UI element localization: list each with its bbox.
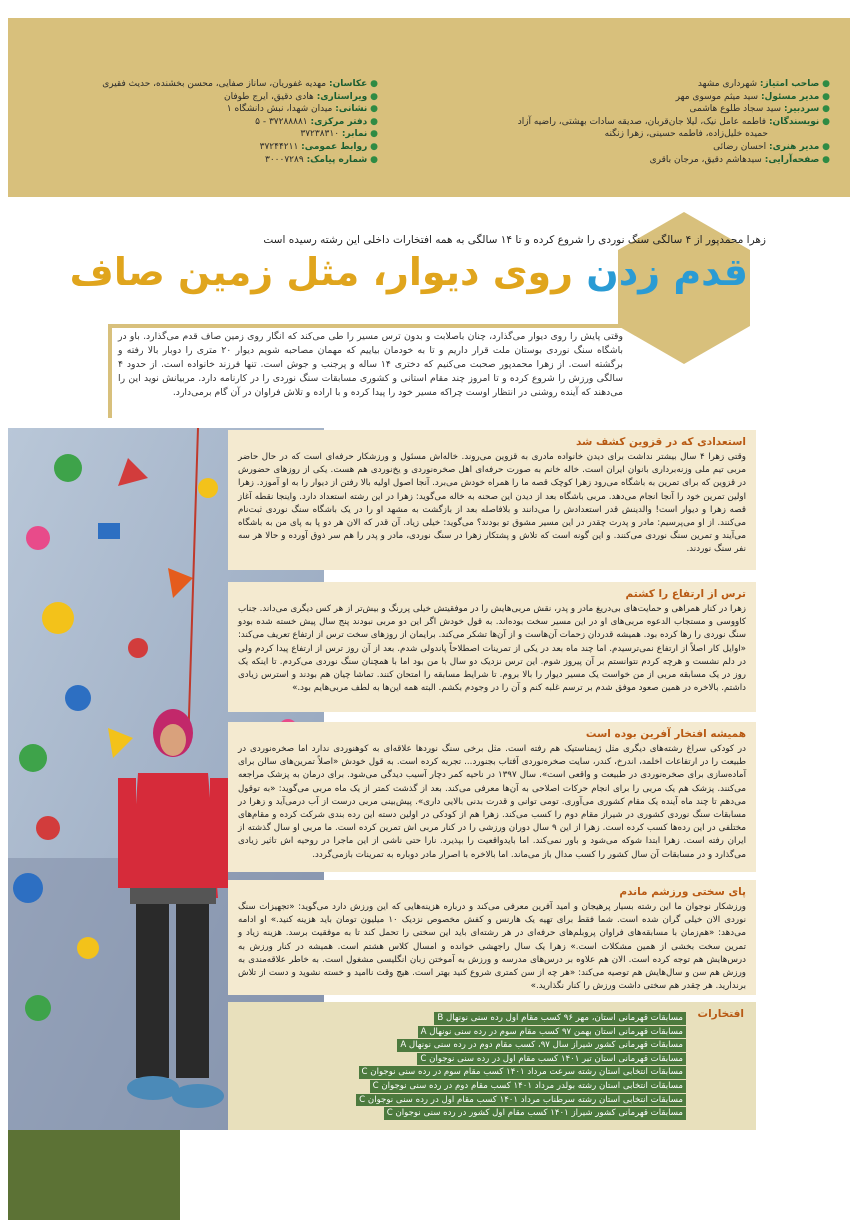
headline-part-1: قدم زدن	[573, 250, 748, 294]
masthead-row: ● ویراستاری: هادی دقیق، ایرج طوفان	[224, 91, 378, 102]
masthead-row: ● شماره پیامک: ۳۰۰۰۷۲۸۹	[265, 154, 378, 165]
bottom-color-band	[8, 1130, 180, 1220]
article-section	[228, 430, 756, 570]
article-section	[228, 880, 756, 995]
masthead-row: ● مدیر هنری: احسان رضائی	[713, 141, 830, 152]
achievement-item: مسابقات انتخابی استان رشته بولدر مرداد ۱۴۰۱ کسب مقام دوم در رده سنی نوجوان C	[370, 1080, 686, 1093]
right-margin	[756, 420, 858, 1220]
section-title: ترس از ارتفاع را کشتم	[625, 588, 746, 600]
article-section	[228, 722, 756, 872]
masthead-row: ● نشانی: میدان شهدا، نبش دانشگاه ۱	[226, 104, 378, 115]
achievement-item: مسابقات انتخابی استان رشته سرعت مرداد ۱۴۰۱ کسب مقام سوم در رده سنی نوجوان C	[359, 1066, 686, 1079]
achievement-item: مسابقات قهرمانی استان، مهر ۹۶ کسب مقام اول رده سنی نونهال B	[434, 1012, 686, 1025]
section-title: پای سختی ورزشم ماندم	[619, 886, 746, 898]
masthead	[8, 18, 850, 197]
achievement-item: مسابقات قهرمانی کشور شیراز سال ۹۷، کسب مقام دوم در رده سنی نونهال A	[397, 1039, 686, 1052]
masthead-row: حمیده خلیل‌زاده، فاطمه حسینی، زهرا زنگنه	[604, 129, 768, 140]
headline-part-2: روی دیوار، مثل زمین صاف	[69, 250, 574, 294]
article-headline	[70, 250, 748, 294]
achievements-title: افتخارات	[697, 1008, 744, 1020]
article-section	[228, 582, 756, 712]
achievement-item: مسابقات انتخابی استان رشته سرطناب مرداد ۱۴۰۱ کسب مقام اول در رده سنی نوجوان C	[356, 1094, 686, 1107]
masthead-row: ● عکاسان: مهدیه غفوریان، ساناز صفایی، محسن بخشنده، حدیث فقیری	[102, 79, 378, 89]
section-body: وقتی زهرا ۴ سال بیشتر نداشت برای دیدن خانواده مادری به قزوین می‌روند. خاله‌اش مسئول و ورزشکار حرفه‌ای است که در حال حاضر مربی تیم ملی وزنه‌برداری بانوان ایران است. خاله خانم به صورت حرفه‌ای اهل صخره‌نوردی و یخ‌نوردی هم هست. یکی از روزهای حضورش در قزوین که برای تمرین به باشگاه می‌رود زهرا کوچک قصه ما را همراه خودش می‌برد. آنجا اصول اولیه بالا رفتن از دیوار را به او آموزد. زهرا اولین تمرین خود را آنجا انجام می‌دهد. مربی باشگاه بعد از دیدن این صحنه به خاله می‌گوید: زهرا در این رشته استعداد دارد. واینجا نقطه آغاز قصه زهرا و دیوار است! والدینش قدر استعدادش را می‌دانند و بلافاصله بعد از بازگشت به مشهد او را در یک باشگاه سنگ نوردی ثبت‌نام می‌کنند. از او می‌پرسیم: مادر و پدرت چقدر در این مسیر مشوق تو بودند؟ می‌گوید: خیلی زیاد. آن قدر که الان هر دو پا به پای من به باشگاه می‌آیند و تمرین سنگ نوردی می‌کنند. و این گونه است که تلاش و پشتکار زهرا در سنگ نوردی، مادر و پدر را هم سر ذوق آورده و حالا هر سه نفر سنگ نوردند.	[238, 452, 746, 555]
masthead-col-credits	[517, 78, 830, 166]
masthead-row: ● سردبیر: سید سجاد طلوع هاشمی	[689, 104, 830, 115]
article-lede: وقتی پایش را روی دیوار می‌گذارد، چنان باصلابت و بدون ترس مسیر را طی می‌کند که انگار روی زمین صاف قدم می‌گذارد. باو در باشگاه سنگ نوردی بوستان ملت قرار داریم و تا به خودمان بیاییم که مهمان مصاحبه شویم دیوار ۲۰ متری را دوبار بالا رفته و برگشته است. از زهرا محمدپور صحبت می‌کنیم که دختری ۱۴ ساله و پرجنب و جوش است. تنها فرزند خانواده است. از حدود ۴ سالگی ورزش را شروع کرده و تا امروز چند مقام استانی و کشوری مسابقات سنگ نوردی را در کارنامه دارد. مربیانش نوید این را می‌دهند که آینده روشنی در انتظار اوست چراکه مسیر خود را پیدا کرده و با اراده و تلاش فراوان در آن گام برمی‌دارد.	[118, 331, 623, 398]
achievement-item: مسابقات قهرمانی کشور شیراز ۱۴۰۱ کسب مقام اول کشور در رده سنی نوجوان C	[384, 1107, 686, 1120]
article-deck: زهرا محمدپور از ۴ سالگی سنگ نوردی را شروع کرده و تا ۱۴ سالگی به همه افتخارات داخلی این رشته رسیده است	[263, 234, 766, 246]
achievements-box	[228, 1002, 756, 1130]
section-title: همیشه افتخار آفرین بوده است	[585, 728, 746, 740]
masthead-row: ● صفحه‌آرایی: سیدهاشم دقیق، مرجان باقری	[649, 154, 830, 165]
section-body: زهرا در کنار همراهی و حمایت‌های بی‌دریغ مادر و پدر، نقش مربی‌هایش را در موفقیتش خیلی پررنگ و بیش‌تر از هر کس دیگری می‌داند. جناب کاووسی و مستجاب الدعوه مربی‌های او در این مسیر سخت بوده‌اند. به قول خودش اگر این دو مربی نبودند پنج سال پیش خسته شده بودو سنگ نوردی را رها کرده بود. همیشه قدردان زحمات آن‌هاست و از آن‌ها تشکر می‌کند. برایمان از روزهای سخت ترس از ارتفاع تعریف می‌کند: «اوایل کار اصلاً از ارتفاع نمی‌ترسیدم. اما چند ماه بعد در یکی از تمرینات اصطلاحاً پاندولی شدم. بعد از آن روز ترس از ارتفاع پیدا کردم ولی در دلم نشست و هرچه کردم نتوانستم بر آن پیروز شوم. این ترس نزدیک دو سال با من بود اما با همچنان سنگ نوردی می‌کردم. تا اینکه یک روز در یک مسابقه مربی از من خواست یک مسیر دیوار را بالا بروم. تا شرایط مسابقه را امتحان کنند. تماشا چیان هم بودند و استرس زیادی داشتم. بالاخره در همین صعود موفق شدم بر ترسم غلبه کنم و آن را در وجودم بکشم. البته همه این‌ها به لطف مربی‌هایم بود.»	[238, 604, 746, 694]
masthead-row: ● نویسندگان: فاطمه عامل نیک، لیلا جان‌قربان، صدیقه سادات بهشتی، راضیه آزاد	[517, 116, 830, 127]
achievement-item: مسابقات قهرمانی استان بهمن ۹۷ کسب مقام سوم در رده سنی نونهال A	[418, 1026, 686, 1039]
achievement-item: مسابقات قهرمانی استان تیر ۱۴۰۱ کسب مقام اول در رده سنی نوجوان C	[417, 1053, 686, 1066]
achievements-list	[326, 1012, 686, 1121]
section-body: ورزشکار نوجوان ما این رشته بسیار پرهیجان و امید آفرین معرفی می‌کند و درباره هزینه‌هایی که این ورزش دارد می‌گوید: «تجهیزات سنگ نوردی الان خیلی گران شده است. شما فقط برای تهیه یک هارنس و کفش مخصوص نزدیک ۱۰ میلیون تومان باید هزینه کنید.» او ادامه می‌دهد: «هم‌زمان با مسابقه‌های فراوان پروبلم‌های حرفه‌ای در هر رشته‌ای باید این سختی را تحمل کند تا به موفقیت برسد. هزینه زیاد و تمرین سخت بخشی از همین مشکلات است.» زهرا یک سال راجهشی خوانده و امسال کلاس هشتم است. همیشه در کنار ورزش به درس‌هایش هم توجه کرده است. الان هم علاوه بر درس‌های مدرسه و ورزش به آموختن زبان انگلیسی مشغول است. به خاطر علاقه‌مندی به ورزش هم سن و سال‌هایش هم توصیه می‌کند: «هر چه از سن کمتری شروع کنید بهتر است. هیچ وقت ناامید و خسته نشوید و دست از تلاش برندارید. هر چقدر هم سختی داشت ورزش را کنار نگذارید.»	[238, 902, 746, 992]
masthead-row: ● مدیر مسئول: سید میثم موسوی مهر	[675, 91, 830, 102]
section-title: استعدادی که در قزوین کشف شد	[575, 436, 746, 448]
masthead-row: ● نمابر: ۳۷۲۳۸۳۱۰	[300, 129, 378, 140]
masthead-row: ● روابط عمومی: ۳۷۲۴۴۲۱۱	[259, 141, 378, 152]
masthead-row: ● صاحب امتیاز: شهرداری مشهد	[697, 79, 830, 89]
masthead-col-contacts	[58, 78, 378, 166]
masthead-row: ● دفتر مرکزی: ۳۷۲۸۸۸۸۱ - ۵	[255, 116, 378, 127]
section-body: در کودکی سراغ رشته‌های دیگری مثل ژیمناستیک هم رفته است. مثل برخی سنگ نوردها علاقه‌ای به کوهنوردی ندارد اما صخره‌نوردی در طبیعت را در ارتفاعات اخلمد، اندرخ، کندر، سایت صخره‌نوردی آفتاب بجنورد... تجربه کرده است. به قول خودش «اصلاً تمرین‌های سالن برای آماده‌سازی برای صخره‌نوردی در طبیعت و واقعی است». سال ۱۳۹۷ در ناحیه کمر دچار آسیب دیدگی می‌شود. برای درمان به پزشک مراجعه می‌کنند. پزشک هم یک مربی را برای انجام حرکات اصلاحی به آن‌ها معرفی می‌کند. بعد از گذشت کمتر از یک ماه مربی می‌گوید: «به توقول می‌دهم تا چند ماه آینده یک مقام کشوری می‌آوری. تومی توانی و قدرت بدنی بالایی داری». پیش‌بینی مربی درست از آب درمی‌آید و زهرا در مسابقات سنگ نوردی کشوری در شیراز مقام دوم را کسب می‌کند. زهرا هم از کودکی در اولین دسته این رده بندی شرکت کرده و مقام‌های مختلفی در این رده‌ها کسب کرده است. زهرا از این ۹ سال دوران ورزشی را در کنار مربی اش تمرین کرده است. ما مربی او سال گذشته از ایران رفته است. زهرا ابتدا شوکه می‌شود و باور نمی‌کند. اما بایدواقعیت را بپذیرد. نارا حتی ناشی از این ماجرا در روحیه اش تاثیر زیادی می‌گذارد و در مسابقات آن سال کشور را کسب مدال باز می‌ماند. اما بالاخره با اصرار مادر دوباره به تمرینات بازمی‌گردد.	[238, 744, 746, 860]
